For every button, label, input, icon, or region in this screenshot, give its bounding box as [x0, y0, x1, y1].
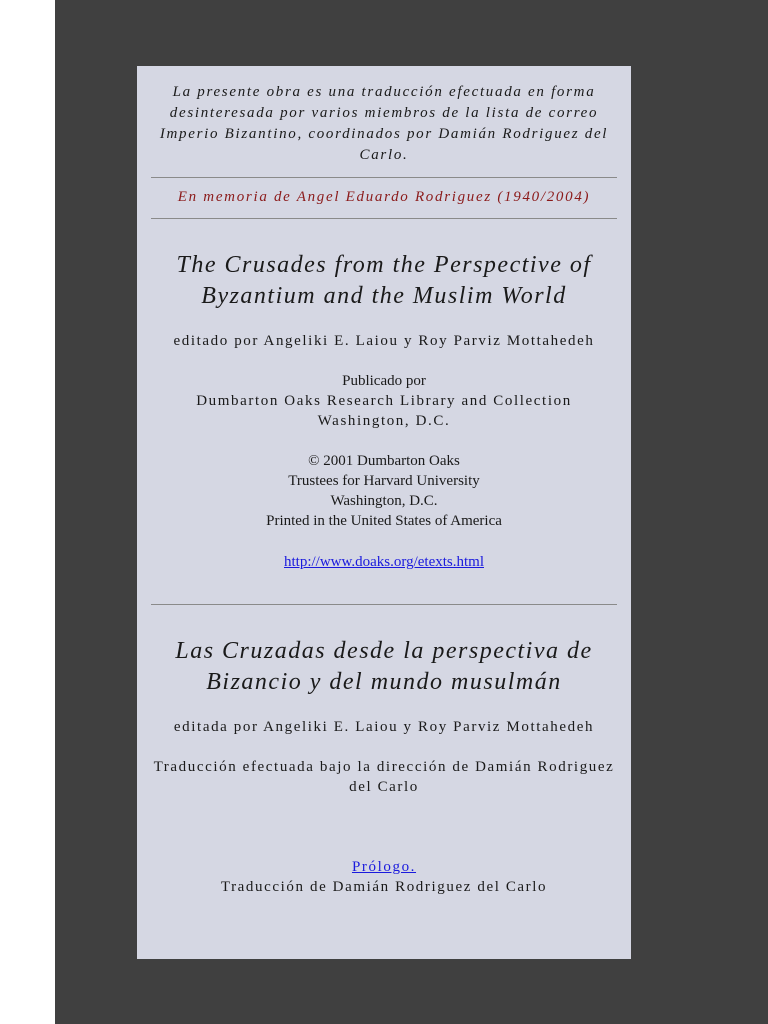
printed-line: Printed in the United States of America: [266, 513, 502, 529]
spanish-title-line-2: Bizancio y del mundo musulmán: [206, 669, 562, 695]
prologue-translator: Traducción de Damián Rodriguez del Carlo: [220, 879, 548, 895]
translation-credit-line-2: del Carlo: [349, 779, 419, 795]
prologue-link[interactable]: Prólogo.: [351, 859, 417, 875]
city-line: Washington, D.C.: [330, 493, 438, 509]
memorial-dedication: En memoria de Angel Eduardo Rodriguez (1940/2004): [177, 189, 591, 205]
etexts-link[interactable]: http://www.doaks.org/etexts.html: [284, 554, 484, 570]
spanish-editors: editada por Angeliki E. Laiou y Roy Parviz Mottahedeh: [173, 719, 595, 735]
publisher-city: Washington, D.C.: [317, 413, 451, 429]
published-by-label: Publicado por: [342, 373, 426, 389]
trustees-line: Trustees for Harvard University: [288, 473, 480, 489]
copyright-block: [137, 451, 631, 531]
publisher-block: [137, 371, 631, 431]
translation-notice: La presente obra es una traducción efectuada en forma desinteresada por varios miembros de la lista de correo Imperio Bizantino, coordinados por Damián Rodriguez del Carlo.: [159, 84, 609, 163]
copyright-line: © 2001 Dumbarton Oaks: [308, 453, 460, 469]
english-title-line-2: Byzantium and the Muslim World: [201, 283, 567, 309]
translation-credit-line-1: Traducción efectuada bajo la dirección de Damián Rodriguez: [153, 759, 615, 775]
english-title: [137, 250, 631, 312]
spanish-title-line-1: Las Cruzadas desde la perspectiva de: [175, 638, 593, 664]
document-page: [137, 66, 631, 959]
english-editors: editado por Angeliki E. Laiou y Roy Parviz Mottahedeh: [173, 333, 595, 349]
publisher-name: Dumbarton Oaks Research Library and Collection: [196, 393, 572, 409]
spanish-title: [137, 636, 631, 698]
english-title-line-1: The Crusades from the Perspective of: [176, 252, 592, 278]
translation-credit: [137, 757, 631, 797]
